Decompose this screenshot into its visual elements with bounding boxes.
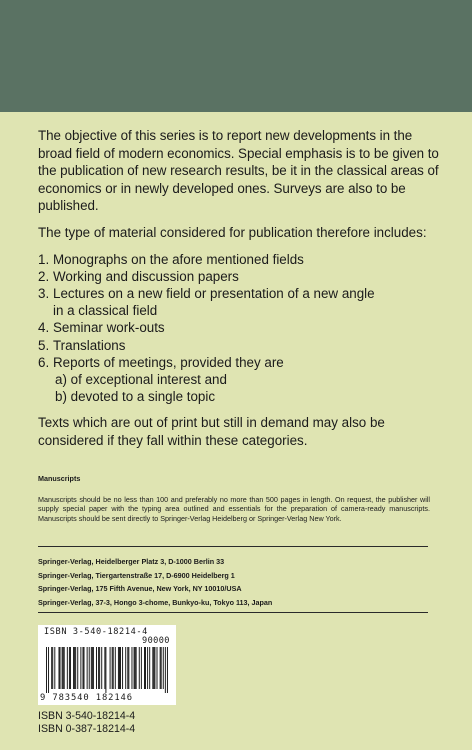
isbn-line: ISBN 0-387-18214-4: [38, 723, 136, 735]
barcode-bar: [62, 647, 63, 689]
barcode-bar: [70, 647, 71, 689]
isbn-list: [38, 710, 135, 736]
barcode-bar: [139, 647, 140, 689]
closing-paragraph: Texts which are out of print but still in demand may also be considered if they fall within these categories.: [38, 415, 385, 448]
barcode-price-code: 90000: [142, 636, 170, 646]
manuscripts-text: Manuscripts should be no less than 100 and preferably no more than 500 pages in length. On request, the publisher will supply special paper with the typing area outlined and essentials for the preparation of camera-ready manuscripts. Manuscripts should be sent directly to Springer-Verlag Heidelberg or Springer-Verlag New York.: [38, 495, 430, 523]
barcode-bar: [89, 647, 90, 689]
list-item: 5. Translations: [38, 337, 126, 353]
barcode: [38, 625, 176, 705]
sublist-item: a) of exceptional interest and: [55, 371, 227, 387]
barcode-bar: [91, 647, 92, 689]
barcode-bar: [51, 647, 52, 689]
publisher-addresses: [38, 555, 430, 609]
barcode-bar: [105, 647, 106, 693]
barcode-bar: [141, 647, 142, 689]
barcode-bar: [165, 647, 166, 693]
barcode-bar: [157, 647, 158, 689]
divider-top: [38, 546, 428, 547]
barcode-bar: [122, 647, 123, 689]
barcode-bar: [115, 647, 116, 689]
divider-bottom: [38, 612, 428, 613]
barcode-bar: [74, 647, 75, 689]
barcode-bar: [64, 647, 65, 689]
barcode-bar: [135, 647, 136, 689]
barcode-number: 9 783540 182146: [40, 693, 133, 703]
barcode-bar: [160, 647, 161, 689]
barcode-bar: [136, 647, 137, 689]
barcode-bar: [48, 647, 49, 693]
barcode-bar: [149, 647, 150, 689]
sublist-item: b) devoted to a single topic: [55, 389, 216, 405]
list-item: 3. Lectures on a new field or presentation of a new angle in a classical field: [38, 285, 375, 319]
barcode-bar: [73, 647, 74, 689]
barcode-bar: [99, 647, 100, 689]
barcode-bar: [98, 647, 99, 689]
barcode-bar: [153, 647, 154, 689]
barcode-bar: [77, 647, 78, 689]
material-types-heading: The type of material considered for publication therefore includes:: [38, 224, 427, 240]
manuscripts-heading: Manuscripts: [38, 474, 81, 483]
barcode-bar: [161, 647, 162, 689]
barcode-bar: [46, 647, 47, 693]
barcode-bar: [104, 647, 105, 689]
barcode-bar: [119, 647, 120, 689]
barcode-bar: [145, 647, 146, 689]
barcode-bar: [69, 647, 70, 689]
barcode-bar: [125, 647, 126, 689]
material-list: [38, 251, 448, 406]
barcode-bar: [54, 647, 55, 689]
barcode-bar: [163, 647, 164, 689]
barcode-isbn: ISBN 3-540-18214-4: [44, 627, 148, 637]
address-line: Springer-Verlag, Tiergartenstraße 17, D-6900 Heidelberg 1: [38, 570, 235, 580]
sublist: [53, 371, 448, 405]
list-item: 6. Reports of meetings, provided they are a) of exceptional interest and b) devoted to a single topic: [38, 354, 448, 406]
barcode-bar: [60, 647, 61, 689]
barcode-bar: [132, 647, 133, 689]
barcode-bars: [46, 647, 168, 693]
address-line: Springer-Verlag, Heidelberger Platz 3, D-1000 Berlin 33: [38, 557, 225, 566]
barcode-bar: [112, 647, 113, 689]
barcode-bar: [118, 647, 119, 689]
series-description: [38, 127, 448, 450]
barcode-bar: [101, 647, 102, 689]
barcode-bar: [87, 647, 88, 689]
barcode-bar: [154, 647, 155, 689]
list-item: 1. Monographs on the afore mentioned fields: [38, 251, 304, 267]
barcode-bar: [144, 647, 145, 689]
barcode-bar: [92, 647, 93, 689]
barcode-bar: [134, 647, 135, 689]
list-item: 4. Seminar work-outs: [38, 320, 165, 336]
address-line: Springer-Verlag, 175 Fifth Avenue, New York, NY 10010/USA: [38, 584, 242, 594]
barcode-bar: [147, 647, 148, 689]
barcode-bar: [80, 647, 81, 689]
barcode-bar: [127, 647, 128, 689]
barcode-bar: [96, 647, 97, 689]
isbn-line: ISBN 3-540-18214-4: [38, 710, 136, 722]
barcode-bar: [67, 647, 68, 689]
barcode-bar: [63, 647, 64, 689]
barcode-bar: [52, 647, 53, 689]
barcode-bar: [93, 647, 94, 689]
address-line: Springer-Verlag, 37-3, Hongo 3-chome, Bunkyo-ku, Tokyo 113, Japan: [38, 597, 273, 607]
barcode-bar: [84, 647, 85, 689]
intro-paragraph: The objective of this series is to report new developments in the broad field of modern economics. Special emphasis is to be given to the publication of new research results, be it in the classical areas of economics or in newly developed ones. Surveys are also to be published.: [38, 128, 439, 214]
barcode-bar: [75, 647, 76, 689]
list-item: 2. Working and discussion papers: [38, 268, 239, 284]
barcode-bar: [152, 647, 153, 689]
barcode-bar: [128, 647, 129, 689]
barcode-bar: [59, 647, 60, 689]
manuscripts-section: [38, 474, 430, 523]
barcode-bar: [113, 647, 114, 689]
top-color-band: [0, 0, 472, 112]
barcode-bar: [110, 647, 111, 689]
barcode-bar: [83, 647, 84, 689]
barcode-bar: [167, 647, 168, 693]
barcode-bar: [120, 647, 121, 689]
